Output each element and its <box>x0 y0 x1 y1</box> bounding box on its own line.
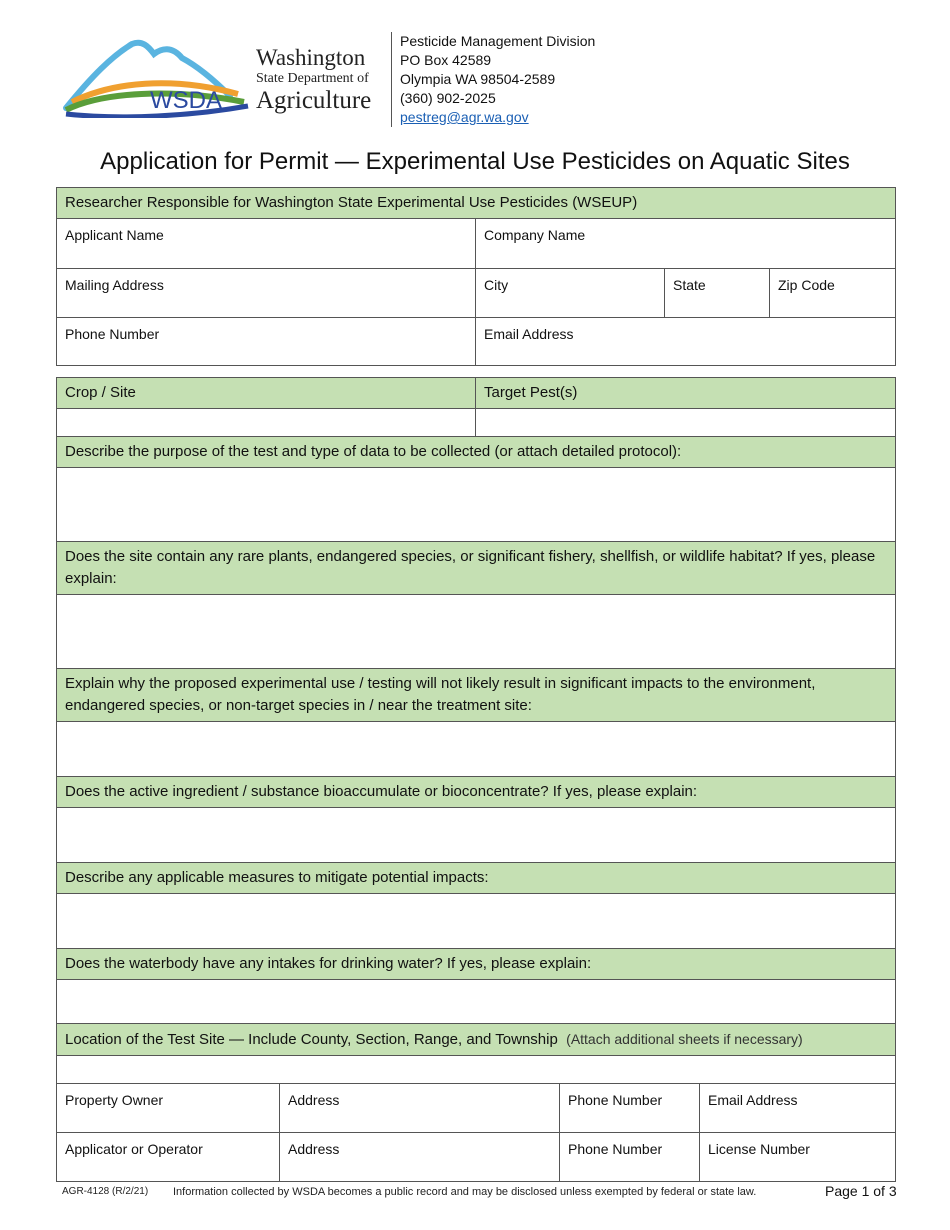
researcher-header: Researcher Responsible for Washington State Experimental Use Pesticides (WSEUP) <box>57 188 896 219</box>
phone-field[interactable]: Phone Number <box>57 318 476 366</box>
applicator-address-field[interactable]: Address <box>280 1133 560 1182</box>
org-line3: Agriculture <box>256 87 372 114</box>
questions-table <box>56 377 896 1034</box>
org-name <box>256 46 386 114</box>
city-line: Olympia WA 98504-2589 <box>400 71 556 87</box>
q4-answer[interactable] <box>57 808 896 863</box>
q1-answer[interactable] <box>57 468 896 542</box>
org-line1: Washington <box>256 45 366 70</box>
location-header-text: Location of the Test Site — Include County, Section, Range, and Township <box>65 1031 558 1048</box>
target-pests-header: Target Pest(s) <box>476 378 896 409</box>
page-number: Page 1 of 3 <box>825 1183 897 1199</box>
division-address <box>400 32 595 127</box>
crop-site-field[interactable] <box>57 409 476 437</box>
location-field[interactable] <box>57 1056 896 1084</box>
owner-email-field[interactable]: Email Address <box>700 1084 896 1133</box>
state-field[interactable]: State <box>665 269 770 318</box>
logo-text: WSDA <box>150 87 222 114</box>
q1-label: Describe the purpose of the test and type of data to be collected (or attach detailed protocol): <box>57 437 896 468</box>
owner-address-field[interactable]: Address <box>280 1084 560 1133</box>
company-name-field[interactable]: Company Name <box>476 219 896 269</box>
email-field[interactable]: Email Address <box>476 318 896 366</box>
division-name: Pesticide Management Division <box>400 33 596 49</box>
license-number-field[interactable]: License Number <box>700 1133 896 1182</box>
q3-answer[interactable] <box>57 722 896 777</box>
footer-disclaimer: Information collected by WSDA becomes a public record and may be disclosed unless exempted by federal or state law. <box>173 1186 757 1198</box>
researcher-table <box>56 187 896 366</box>
city-field[interactable]: City <box>476 269 665 318</box>
po-box: PO Box 42589 <box>400 52 492 68</box>
q6-label: Does the waterbody have any intakes for drinking water? If yes, please explain: <box>57 949 896 980</box>
zip-field[interactable]: Zip Code <box>770 269 896 318</box>
mailing-address-field[interactable]: Mailing Address <box>57 269 476 318</box>
location-header-note: (Attach additional sheets if necessary) <box>566 1031 803 1047</box>
q2-label: Does the site contain any rare plants, endangered species, or significant fishery, shellfish, or wildlife habitat? If yes, please explain: <box>57 542 896 595</box>
q5-answer[interactable] <box>57 894 896 949</box>
location-table <box>56 1023 896 1182</box>
email-link[interactable]: pestreg@agr.wa.gov <box>400 109 529 125</box>
property-owner-field[interactable]: Property Owner <box>57 1084 280 1133</box>
wsda-logo <box>62 36 252 118</box>
applicator-field[interactable]: Applicator or Operator <box>57 1133 280 1182</box>
owner-phone-field[interactable]: Phone Number <box>560 1084 700 1133</box>
q4-label: Does the active ingredient / substance bioaccumulate or bioconcentrate? If yes, please explain: <box>57 777 896 808</box>
location-header <box>57 1024 896 1056</box>
q3-label: Explain why the proposed experimental use / testing will not likely result in significant impacts to the environment, endangered species, or non-target species in / near the treatment site: <box>57 669 896 722</box>
applicant-name-field[interactable]: Applicant Name <box>57 219 476 269</box>
q5-label: Describe any applicable measures to mitigate potential impacts: <box>57 863 896 894</box>
form-id: AGR-4128 (R/2/21) <box>62 1186 149 1197</box>
target-pests-field[interactable] <box>476 409 896 437</box>
phone: (360) 902-2025 <box>400 90 496 106</box>
crop-site-header: Crop / Site <box>57 378 476 409</box>
q2-answer[interactable] <box>57 595 896 669</box>
org-line2: State Department of <box>256 71 369 86</box>
header-divider <box>391 32 392 127</box>
page-title: Application for Permit — Experimental Use Pesticides on Aquatic Sites <box>100 148 850 175</box>
applicator-phone-field[interactable]: Phone Number <box>560 1133 700 1182</box>
